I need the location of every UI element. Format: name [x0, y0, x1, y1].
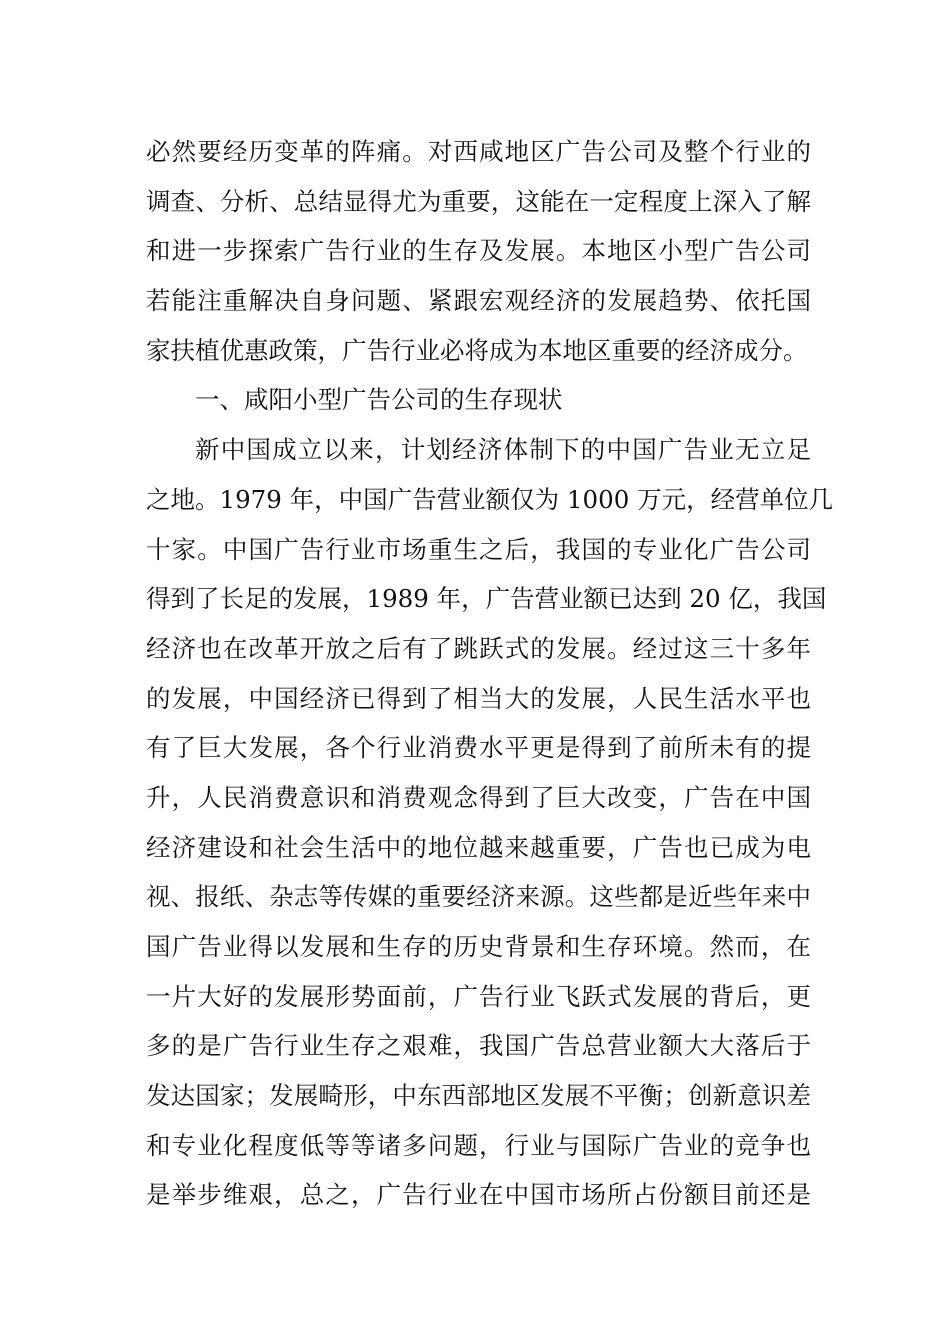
- document-body: [146, 127, 834, 1220]
- text-line: 得到了长足的发展，1989 年，广告营业额已达到 20 亿，我国: [146, 584, 827, 614]
- text-line: 家扶植优惠政策，广告行业必将成为本地区重要的经济成分。: [146, 335, 808, 365]
- text-line: 经济也在改革开放之后有了跳跃式的发展。经过这三十多年: [146, 633, 811, 663]
- text-line: 和进一步探索广告行业的生存及发展。本地区小型广告公司: [146, 236, 811, 266]
- paragraph: [146, 425, 834, 1220]
- text-line: 若能注重解决自身问题、紧跟宏观经济的发展趋势、依托国: [146, 286, 811, 316]
- text-line: 升，人民消费意识和消费观念得到了巨大改变，广告在中国: [146, 782, 811, 812]
- text-line: 多的是广告行业生存之艰难，我国广告总营业额大大落后于: [146, 1031, 811, 1061]
- section-heading: 一、咸阳小型广告公司的生存现状: [195, 385, 563, 415]
- text-line: 和专业化程度低等等诸多问题，行业与国际广告业的竞争也: [146, 1130, 811, 1160]
- paragraph-continued: [146, 127, 811, 375]
- text-line: 一片大好的发展形势面前，广告行业飞跃式发展的背后，更: [146, 981, 811, 1011]
- text-line: 发达国家；发展畸形，中东西部地区发展不平衡；创新意识差: [146, 1081, 811, 1111]
- text-line: 是举步维艰，总之，广告行业在中国市场所占份额目前还是: [146, 1180, 811, 1210]
- text-line: 经济建设和社会生活中的地位越来越重要，广告也已成为电: [146, 832, 811, 862]
- text-line: 十家。中国广告行业市场重生之后，我国的专业化广告公司: [146, 534, 811, 564]
- text-line: 国广告业得以发展和生存的历史背景和生存环境。然而，在: [146, 932, 811, 961]
- text-line: 必然要经历变革的阵痛。对西咸地区广告公司及整个行业的: [146, 137, 811, 166]
- text-line: 的发展，中国经济已得到了相当大的发展，人民生活水平也: [146, 683, 811, 713]
- text-line: 有了巨大发展，各个行业消费水平更是得到了前所未有的提: [146, 733, 811, 763]
- text-line: 调查、分析、总结显得尤为重要，这能在一定程度上深入了解: [146, 186, 811, 216]
- text-line: 之地。1979 年，中国广告营业额仅为 1000 万元，经营单位几: [146, 484, 834, 514]
- text-line: 新中国成立以来，计划经济体制下的中国广告业无立足: [195, 435, 811, 465]
- text-line: 视、报纸、杂志等传媒的重要经济来源。这些都是近些年来中: [146, 882, 811, 912]
